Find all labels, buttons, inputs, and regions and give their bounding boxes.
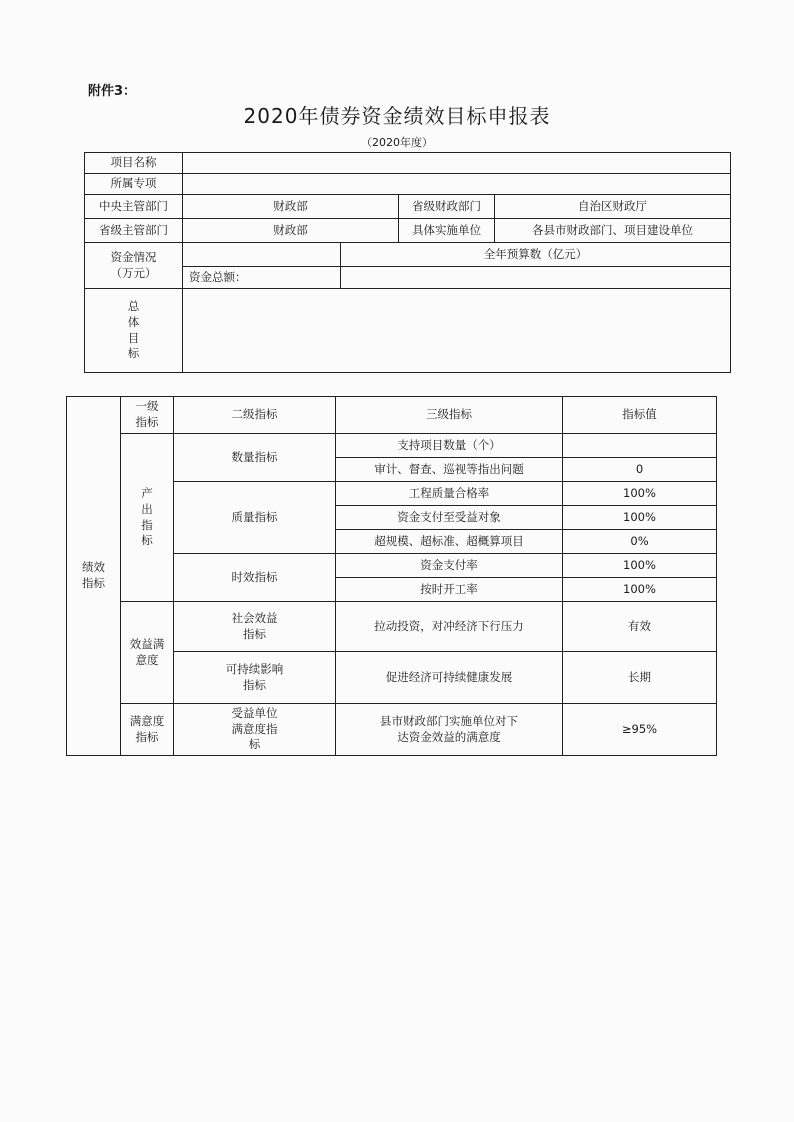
central-dept-label: 中央主管部门 bbox=[85, 195, 183, 219]
special-item-label: 所属专项 bbox=[85, 174, 183, 195]
sustainable-impact-label-text: 可持续影响指标 bbox=[225, 661, 284, 692]
table-row-name: 促进经济可持续健康发展 bbox=[336, 652, 563, 704]
table-row-value bbox=[563, 434, 717, 458]
satisfaction-indicator-label-text: 满意度指标 bbox=[129, 713, 165, 744]
benefit-indicator-label-text: 效益满意度 bbox=[129, 636, 165, 667]
table-row-value: 0 bbox=[563, 458, 717, 482]
header-level1-text: 一级指标 bbox=[135, 399, 159, 429]
funds-label-line2: （万元） bbox=[110, 265, 157, 280]
project-name-value bbox=[183, 153, 731, 174]
overall-goal-label-text: 总体目标 bbox=[127, 299, 140, 361]
output-indicator-label-text: 产出指标 bbox=[141, 486, 153, 548]
prov-finance-label: 省级财政部门 bbox=[399, 195, 495, 219]
table-row-name bbox=[336, 704, 563, 756]
impl-unit-value: 各县市财政部门、项目建设单位 bbox=[495, 219, 731, 243]
overall-goal-value bbox=[183, 289, 731, 373]
special-item-value bbox=[183, 174, 731, 195]
header-level3: 三级指标 bbox=[336, 397, 563, 434]
table-row-name: 工程质量合格率 bbox=[336, 482, 563, 506]
sustainable-impact-label bbox=[174, 652, 336, 704]
satisfaction-row-name-text: 县市财政部门实施单位对下达资金效益的满意度 bbox=[380, 713, 518, 744]
table-row-value: 有效 bbox=[563, 602, 717, 652]
table-row-value: 长期 bbox=[563, 652, 717, 704]
table-row-value: 100% bbox=[563, 482, 717, 506]
prov-finance-value: 自治区财政厅 bbox=[495, 195, 731, 219]
table-row-value: 100% bbox=[563, 578, 717, 602]
satisfaction-indicator-label bbox=[121, 704, 174, 756]
performance-section-label bbox=[67, 397, 121, 756]
funds-label-line1: 资金情况 bbox=[110, 249, 157, 264]
table-row-value: 100% bbox=[563, 506, 717, 530]
performance-section-label-text: 绩效指标 bbox=[82, 560, 105, 590]
table-row-name: 按时开工率 bbox=[336, 578, 563, 602]
impl-unit-label: 具体实施单位 bbox=[399, 219, 495, 243]
page-title: 2020年债券资金绩效目标申报表 bbox=[243, 104, 551, 128]
attachment-label: 附件3： bbox=[88, 84, 137, 99]
social-benefit-label bbox=[174, 602, 336, 652]
header-level2: 二级指标 bbox=[174, 397, 336, 434]
timeliness-indicator-label: 时效指标 bbox=[174, 554, 336, 602]
benefit-indicator-label bbox=[121, 602, 174, 704]
table-row-name: 资金支付至受益对象 bbox=[336, 506, 563, 530]
page-subtitle: （2020年度） bbox=[361, 136, 433, 149]
table-row-name: 超规模、超标准、超概算项目 bbox=[336, 530, 563, 554]
total-funds-value bbox=[341, 267, 731, 289]
social-benefit-label-text: 社会效益指标 bbox=[231, 610, 278, 641]
beneficiary-satisfaction-label bbox=[174, 704, 336, 756]
table-row-name: 资金支付率 bbox=[336, 554, 563, 578]
table-row-name: 支持项目数量（个） bbox=[336, 434, 563, 458]
beneficiary-satisfaction-label-text: 受益单位满意度指标 bbox=[231, 706, 278, 752]
project-name-label: 项目名称 bbox=[85, 153, 183, 174]
output-indicator-label bbox=[121, 434, 174, 602]
overall-goal-label bbox=[85, 289, 183, 373]
table-row-value: 0% bbox=[563, 530, 717, 554]
prov-dept-label: 省级主管部门 bbox=[85, 219, 183, 243]
annual-budget-label: 全年预算数（亿元） bbox=[341, 243, 731, 267]
header-value: 指标值 bbox=[563, 397, 717, 434]
funds-label bbox=[85, 243, 183, 289]
header-level1 bbox=[121, 397, 174, 434]
funds-blank-cell bbox=[183, 243, 341, 267]
quantity-indicator-label: 数量指标 bbox=[174, 434, 336, 482]
total-funds-label: 资金总额： bbox=[183, 267, 341, 289]
table-row-name: 审计、督查、巡视等指出问题 bbox=[336, 458, 563, 482]
quality-indicator-label: 质量指标 bbox=[174, 482, 336, 554]
prov-dept-value: 财政部 bbox=[183, 219, 399, 243]
basic-info-table bbox=[84, 152, 731, 373]
indicators-table bbox=[66, 396, 717, 756]
table-row-value: 100% bbox=[563, 554, 717, 578]
table-row-value: ≥95% bbox=[563, 704, 717, 756]
table-row-name: 拉动投资，对冲经济下行压力 bbox=[336, 602, 563, 652]
central-dept-value: 财政部 bbox=[183, 195, 399, 219]
